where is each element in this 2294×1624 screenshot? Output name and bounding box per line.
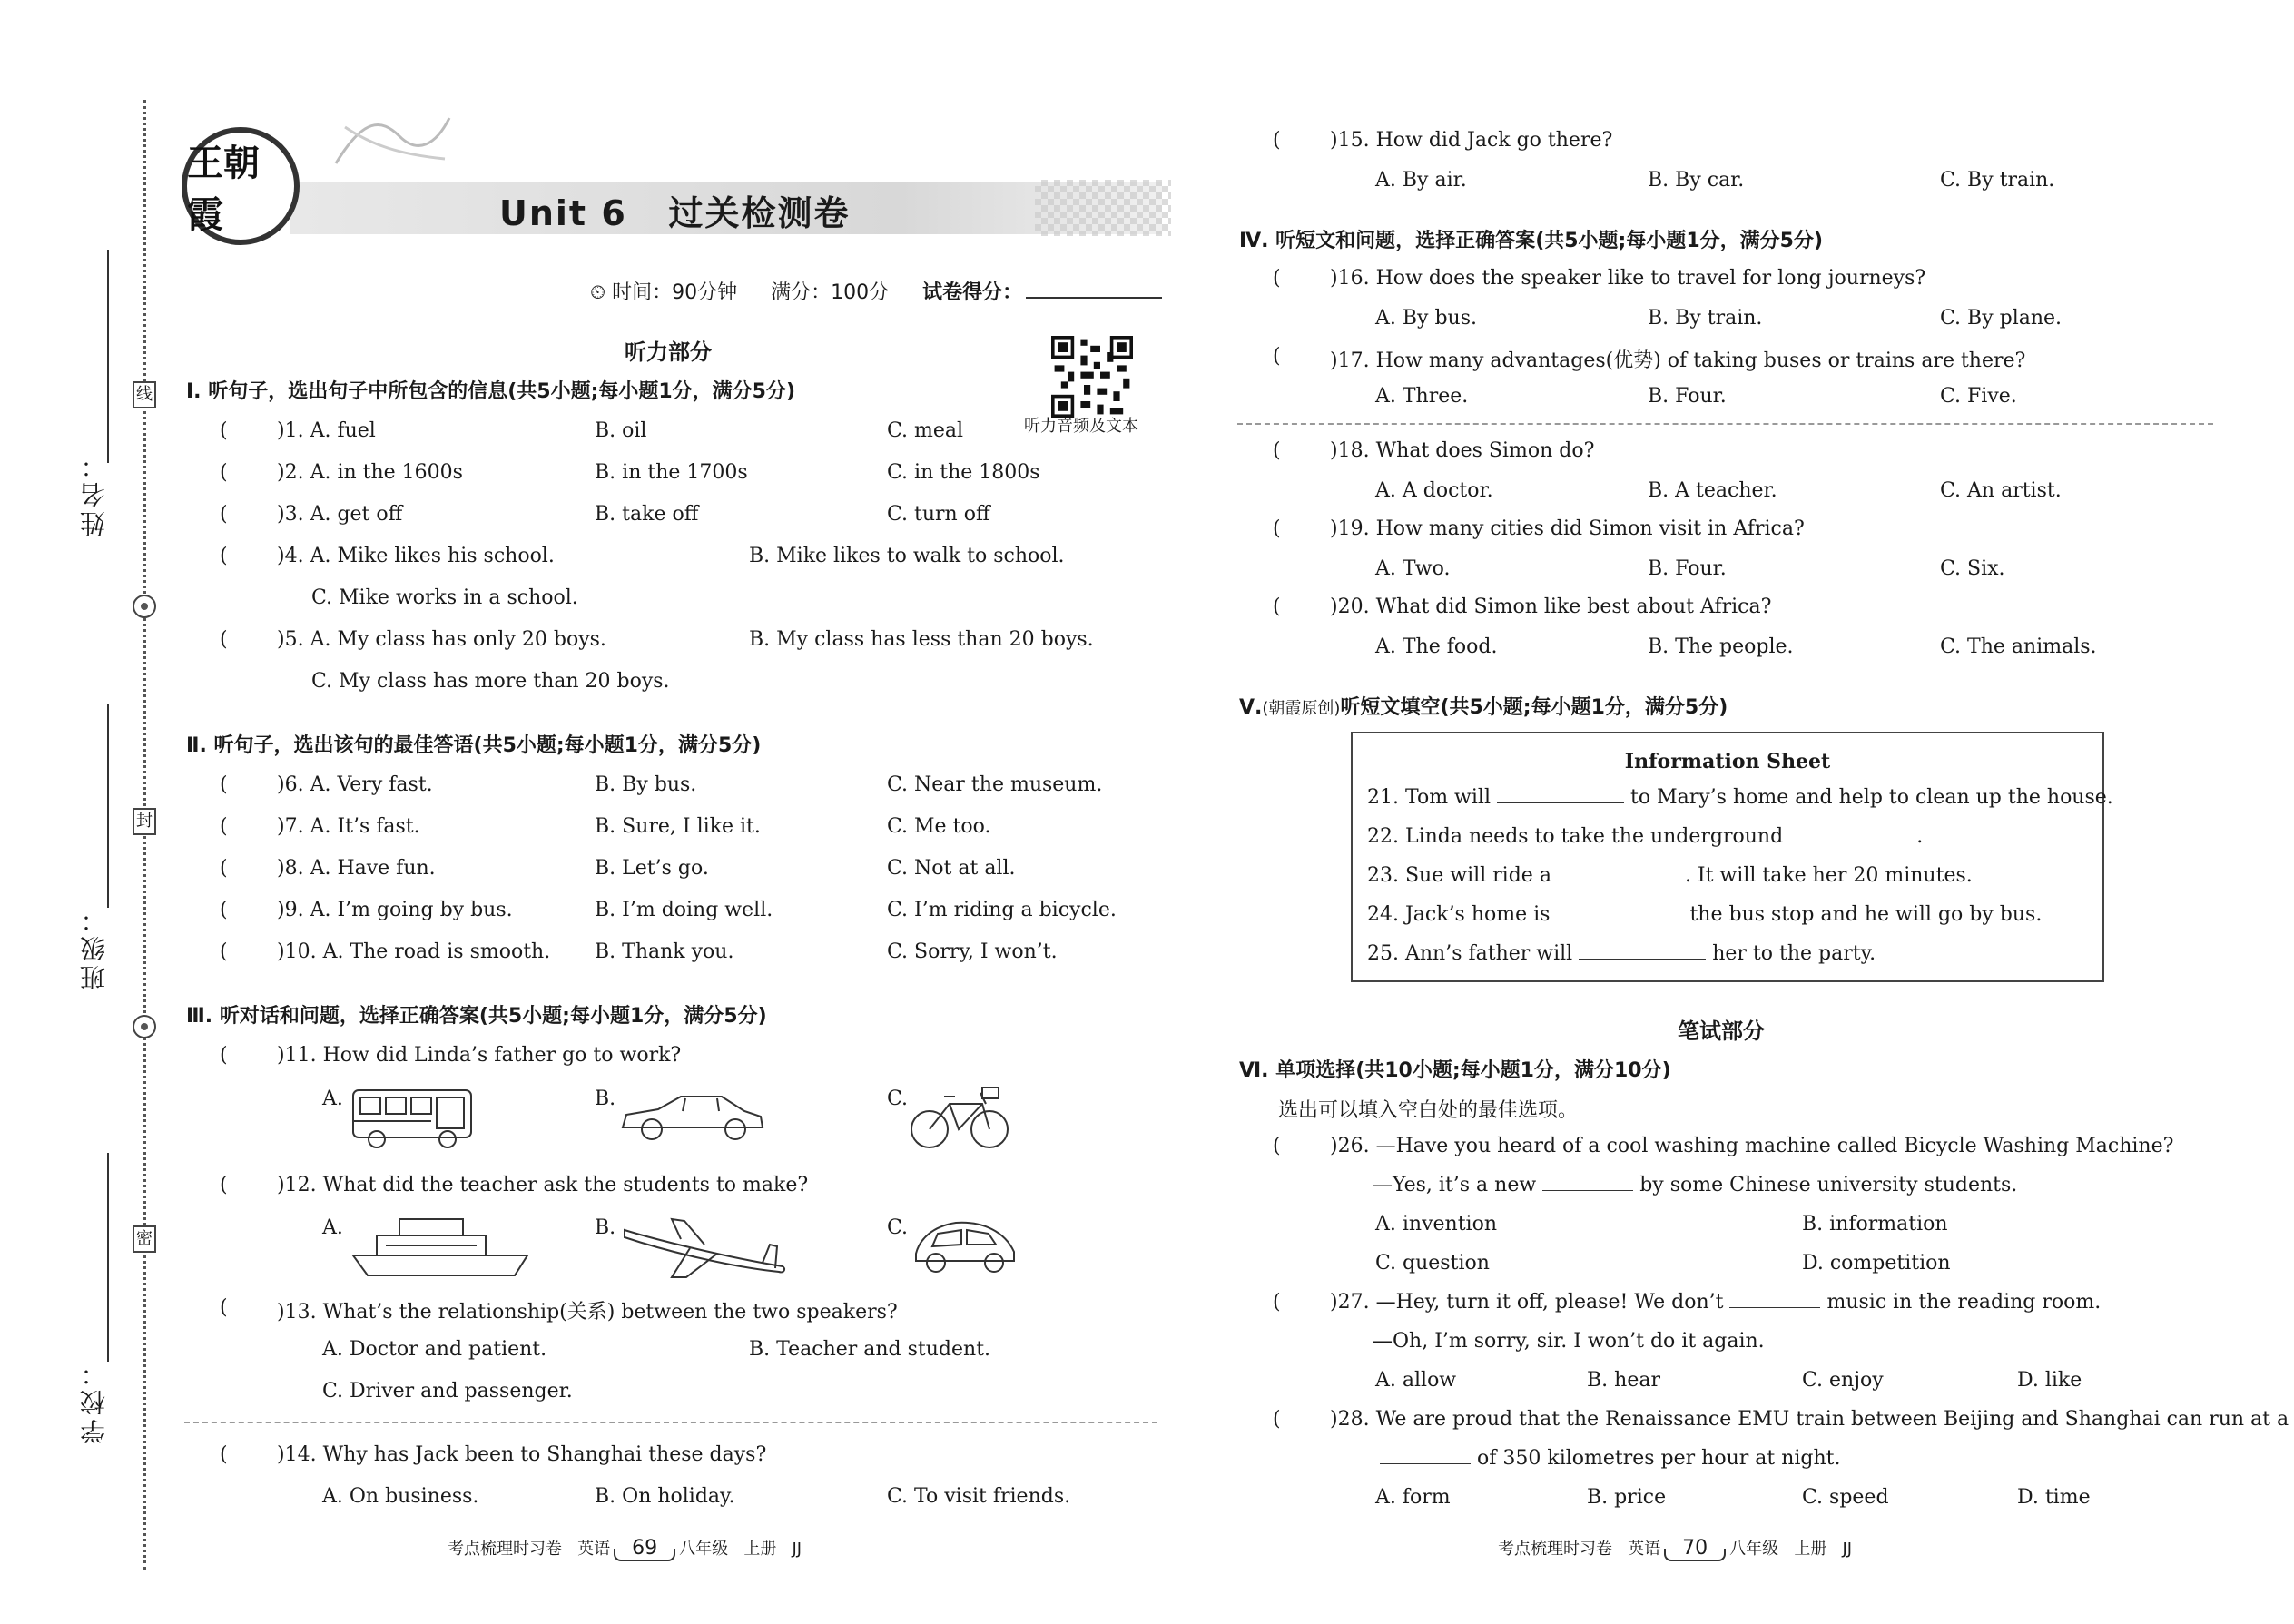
section-6-heading: Ⅵ. 单项选择(共10小题;每小题1分，满分10分)	[1239, 1059, 1671, 1082]
line-23-text-a: 23. Sue will ride a	[1367, 864, 1551, 887]
q27-option-c: C. enjoy	[1802, 1369, 1884, 1392]
line-22-text-a: 22. Linda needs to take the underground	[1367, 825, 1784, 848]
q11-label-b: B.	[595, 1088, 616, 1110]
blank-28[interactable]	[1380, 1448, 1471, 1464]
q15-option-c: C. By train.	[1940, 169, 2055, 192]
q10-option-c: C. Sorry, I won’t.	[887, 940, 1058, 963]
answer-bracket[interactable]: (	[220, 1174, 228, 1196]
page-number-left: 69	[623, 1537, 666, 1561]
line-21	[1367, 786, 2113, 809]
info-sheet-title: Information Sheet	[1624, 750, 1831, 773]
school-label: 学校：	[79, 1357, 109, 1444]
q15-option-a: A. By air.	[1375, 169, 1467, 192]
q13-option-c: C. Driver and passenger.	[322, 1380, 573, 1403]
blank-23[interactable]	[1558, 865, 1685, 881]
q11-label-c: C.	[887, 1088, 909, 1110]
q4-option-c: C. Mike works in a school.	[311, 586, 578, 609]
exam-time: 时间：90分钟	[612, 281, 738, 304]
line-24-text-b: the bus stop and he will go by bus.	[1689, 903, 2043, 926]
q28-option-c: C. speed	[1802, 1486, 1889, 1509]
information-sheet	[1351, 732, 2113, 982]
name-label: 姓名：	[79, 449, 109, 536]
ship-icon	[350, 1212, 531, 1280]
blank-27[interactable]	[1729, 1292, 1820, 1308]
toy-car-icon	[911, 1212, 1019, 1280]
blank-26[interactable]	[1542, 1175, 1633, 1191]
q28-line2-text: of 350 kilometres per hour at night.	[1477, 1447, 1841, 1470]
q4-option-a: )4. A. Mike likes his school.	[277, 545, 555, 567]
q1-option-a: )1. A. fuel	[277, 419, 376, 442]
line-25-text-a: 25. Ann’s father will	[1367, 942, 1573, 965]
answer-bracket[interactable]: (	[220, 503, 228, 526]
q19-text: )19. How many cities did Simon visit in Africa?	[1330, 517, 1805, 540]
q17-option-b: B. Four.	[1648, 385, 1727, 408]
answer-bracket[interactable]: (	[1273, 595, 1281, 618]
answer-bracket[interactable]: (	[220, 1044, 228, 1067]
page-title: Unit 6 过关检测卷	[499, 193, 851, 233]
answer-bracket[interactable]: (	[220, 461, 228, 484]
q27-line2: —Oh, I’m sorry, sir. I won’t do it again.	[1373, 1330, 1765, 1353]
bicycle-icon	[908, 1080, 1012, 1153]
q13-option-b: B. Teacher and student.	[749, 1338, 991, 1361]
line-24-text-a: 24. Jack’s home is	[1367, 903, 1551, 926]
q28-text: )28. We are proud that the Renaissance EMU train between Beijing and Shanghai can run at a	[1330, 1408, 2289, 1431]
q27-text-a: )27. —Hey, turn it off, please! We don’t	[1330, 1291, 1724, 1314]
page-number-right: 70	[1673, 1537, 1717, 1561]
q20-text: )20. What did Simon like best about Africa?	[1330, 595, 1772, 618]
answer-bracket[interactable]: (	[1273, 439, 1281, 462]
answer-bracket[interactable]: (	[220, 940, 228, 963]
class-line[interactable]	[107, 704, 109, 908]
q3-option-b: B. take off	[595, 503, 699, 526]
answer-bracket[interactable]: (	[220, 773, 228, 796]
answer-bracket[interactable]: (	[220, 899, 228, 921]
q28-option-a: A. form	[1375, 1486, 1451, 1509]
q13-text: )13. What’s the relationship(关系) between the two speakers?	[277, 1301, 898, 1324]
divider	[1237, 423, 2213, 425]
q27-text-b: music in the reading room.	[1826, 1291, 2102, 1314]
q1-option-c: C. meal	[887, 419, 964, 442]
margin-circle-icon	[133, 595, 156, 618]
section-5-number: Ⅴ.	[1239, 696, 1263, 719]
clock-icon: ⏲	[590, 281, 606, 304]
answer-bracket[interactable]: (	[1273, 1135, 1281, 1157]
q7-option-a: )7. A. It’s fast.	[277, 815, 420, 838]
q20-option-b: B. The people.	[1648, 635, 1794, 658]
q14-option-a: A. On business.	[322, 1485, 479, 1508]
q3-option-a: )3. A. get off	[277, 503, 403, 526]
q28-line2	[1380, 1447, 1841, 1470]
exam-info	[590, 277, 1162, 305]
q12-label-c: C.	[887, 1216, 909, 1239]
q26-line2-b: by some Chinese university students.	[1639, 1174, 2018, 1196]
footer-left-book: 考点梳理时习卷 英语	[448, 1540, 611, 1559]
q9-option-c: C. I’m riding a bicycle.	[887, 899, 1117, 921]
q6-option-c: C. Near the museum.	[887, 773, 1103, 796]
q6-option-a: )6. A. Very fast.	[277, 773, 433, 796]
bus-icon	[350, 1085, 477, 1153]
class-label: 班级：	[79, 903, 109, 990]
q2-option-a: )2. A. in the 1600s	[277, 461, 463, 484]
q18-text: )18. What does Simon do?	[1330, 439, 1595, 462]
q27-option-d: D. like	[2017, 1369, 2082, 1392]
q26-option-d: D. competition	[1802, 1252, 1951, 1275]
line-24	[1367, 903, 2042, 926]
line-23-text-b: . It will take her 20 minutes.	[1684, 864, 1973, 887]
q26-line2	[1373, 1174, 2017, 1196]
line-22-text-b: .	[1916, 825, 1924, 848]
logo-seal-icon	[182, 127, 300, 245]
footer-left	[448, 1536, 802, 1561]
divider	[184, 1422, 1157, 1423]
car-icon	[617, 1088, 767, 1147]
footer-right-grade: 八年级 上册 JJ	[1729, 1540, 1853, 1559]
seal-char-feng: 封	[133, 808, 156, 835]
q26-option-a: A. invention	[1375, 1213, 1497, 1235]
answer-bracket[interactable]: (	[220, 1443, 228, 1466]
seal-char-mi: 密	[133, 1225, 156, 1253]
qr-caption: 听力音频及文本	[1024, 417, 1138, 436]
q1-option-b: B. oil	[595, 419, 647, 442]
q15-text: )15. How did Jack go there?	[1330, 129, 1613, 152]
line-21-text-a: 21. Tom will	[1367, 786, 1491, 809]
q27-option-b: B. hear	[1587, 1369, 1660, 1392]
q9-option-a: )9. A. I’m going by bus.	[277, 899, 513, 921]
q5-option-a: )5. A. My class has only 20 boys.	[277, 628, 606, 651]
airplane-icon	[617, 1212, 790, 1280]
answer-bracket[interactable]: (	[220, 815, 228, 838]
line-21-text-b: to Mary’s home and help to clean up the house.	[1630, 786, 2113, 809]
checker-pattern	[1035, 180, 1171, 236]
q7-option-b: B. Sure, I like it.	[595, 815, 761, 838]
q15-option-b: B. By car.	[1648, 169, 1745, 192]
section-1-heading: Ⅰ. 听句子，选出句子中所包含的信息(共5小题;每小题1分，满分5分)	[186, 380, 796, 403]
binding-dotted-line	[143, 100, 147, 1570]
q19-option-c: C. Six.	[1940, 557, 2005, 580]
q5-option-b: B. My class has less than 20 boys.	[749, 628, 1094, 651]
q12-label-a: A.	[322, 1216, 343, 1239]
q16-option-b: B. By train.	[1648, 307, 1763, 330]
q16-text: )16. How does the speaker like to travel for long journeys?	[1330, 267, 1926, 290]
q6-option-b: B. By bus.	[595, 773, 697, 796]
q12-label-b: B.	[595, 1216, 616, 1239]
line-23	[1367, 864, 1973, 887]
q2-option-c: C. in the 1800s	[887, 461, 1040, 484]
q27-text	[1330, 1291, 2101, 1314]
school-line[interactable]	[107, 1153, 109, 1362]
q5-option-c: C. My class has more than 20 boys.	[311, 670, 670, 693]
q19-option-b: B. Four.	[1648, 557, 1727, 580]
q14-option-b: B. On holiday.	[595, 1485, 735, 1508]
q28-option-d: D. time	[2017, 1486, 2091, 1509]
q16-option-a: A. By bus.	[1375, 307, 1477, 330]
section-5-title: 听短文填空(共5小题;每小题1分，满分5分)	[1340, 696, 1728, 719]
answer-bracket[interactable]: (	[220, 628, 228, 651]
q27-option-a: A. allow	[1375, 1369, 1457, 1392]
q7-option-c: C. Me too.	[887, 815, 991, 838]
answer-bracket[interactable]: (	[1273, 267, 1281, 290]
q3-option-c: C. turn off	[887, 503, 990, 526]
q18-option-c: C. An artist.	[1940, 479, 2062, 502]
score-label: 试卷得分：	[922, 281, 1023, 304]
q10-option-a: )10. A. The road is smooth.	[277, 940, 551, 963]
blank-24[interactable]	[1556, 904, 1683, 920]
answer-bracket[interactable]: (	[220, 857, 228, 880]
line-25-text-b: her to the party.	[1712, 942, 1876, 965]
exam-full-score: 满分：100分	[771, 281, 890, 304]
answer-bracket[interactable]: (	[1273, 517, 1281, 540]
q8-option-b: B. Let’s go.	[595, 857, 709, 880]
listening-heading: 听力部分	[625, 340, 712, 365]
footer-right	[1498, 1536, 1852, 1561]
line-22	[1367, 825, 1923, 848]
blank-25[interactable]	[1579, 943, 1706, 960]
margin-circle-icon	[133, 1015, 156, 1038]
q11-text: )11. How did Linda’s father go to work?	[277, 1044, 682, 1067]
q26-line2-a: —Yes, it’s a new	[1373, 1174, 1537, 1196]
answer-bracket[interactable]: (	[1273, 1291, 1281, 1314]
footer-left-grade: 八年级 上册 JJ	[679, 1540, 802, 1559]
q17-option-c: C. Five.	[1940, 385, 2017, 408]
q17-option-a: A. Three.	[1375, 385, 1469, 408]
q20-option-c: C. The animals.	[1940, 635, 2097, 658]
blank-21[interactable]	[1497, 787, 1624, 803]
qr-code-icon[interactable]	[1051, 336, 1133, 418]
section-5-heading	[1239, 692, 1728, 720]
section-3-heading: Ⅲ. 听对话和问题，选择正确答案(共5小题;每小题1分，满分5分)	[186, 1005, 767, 1028]
q18-option-b: B. A teacher.	[1648, 479, 1777, 502]
score-field[interactable]	[1026, 297, 1162, 299]
q14-text: )14. Why has Jack been to Shanghai these days?	[277, 1443, 767, 1466]
seal-char-xian: 线	[133, 381, 156, 408]
q12-text: )12. What did the teacher ask the students to make?	[277, 1174, 809, 1196]
q8-option-a: )8. A. Have fun.	[277, 857, 436, 880]
section-4-heading: Ⅳ. 听短文和问题，选择正确答案(共5小题;每小题1分，满分5分)	[1239, 230, 1824, 252]
q14-option-c: C. To visit friends.	[887, 1485, 1071, 1508]
q19-option-a: A. Two.	[1375, 557, 1451, 580]
q4-option-b: B. Mike likes to walk to school.	[749, 545, 1065, 567]
q28-option-b: B. price	[1587, 1486, 1667, 1509]
q17-text: )17. How many advantages(优势) of taking buses or trains are there?	[1330, 349, 2026, 372]
writing-heading: 笔试部分	[1678, 1019, 1765, 1044]
q16-option-c: C. By plane.	[1940, 307, 2063, 330]
q13-option-a: A. Doctor and patient.	[322, 1338, 547, 1361]
answer-bracket[interactable]: (	[220, 1296, 228, 1319]
answer-bracket[interactable]: (	[220, 419, 228, 442]
section-2-heading: Ⅱ. 听句子，选出该句的最佳答语(共5小题;每小题1分，满分5分)	[186, 734, 762, 757]
name-line[interactable]	[107, 250, 109, 463]
q20-option-a: A. The food.	[1375, 635, 1498, 658]
q2-option-b: B. in the 1700s	[595, 461, 748, 484]
answer-bracket[interactable]: (	[1273, 345, 1281, 368]
q26-text: )26. —Have you heard of a cool washing machine called Bicycle Washing Machine?	[1330, 1135, 2174, 1157]
answer-bracket[interactable]: (	[220, 545, 228, 567]
q11-label-a: A.	[322, 1088, 343, 1110]
q26-option-c: C. question	[1375, 1252, 1490, 1275]
q26-option-b: B. information	[1802, 1213, 1948, 1235]
logo-text: 王朝霞	[187, 142, 260, 236]
q18-option-a: A. A doctor.	[1375, 479, 1493, 502]
footer-right-book: 考点梳理时习卷 英语	[1498, 1540, 1661, 1559]
line-25	[1367, 942, 1876, 965]
section-6-instruction: 选出可以填入空白处的最佳选项。	[1278, 1099, 1579, 1122]
answer-bracket[interactable]: (	[1273, 1408, 1281, 1431]
q9-option-b: B. I’m doing well.	[595, 899, 773, 921]
q8-option-c: C. Not at all.	[887, 857, 1016, 880]
ribbon-decoration-icon	[327, 109, 454, 172]
section-5-tag: (朝霞原创)	[1262, 699, 1341, 718]
answer-bracket[interactable]: (	[1273, 129, 1281, 152]
blank-22[interactable]	[1789, 826, 1916, 842]
q10-option-b: B. Thank you.	[595, 940, 734, 963]
